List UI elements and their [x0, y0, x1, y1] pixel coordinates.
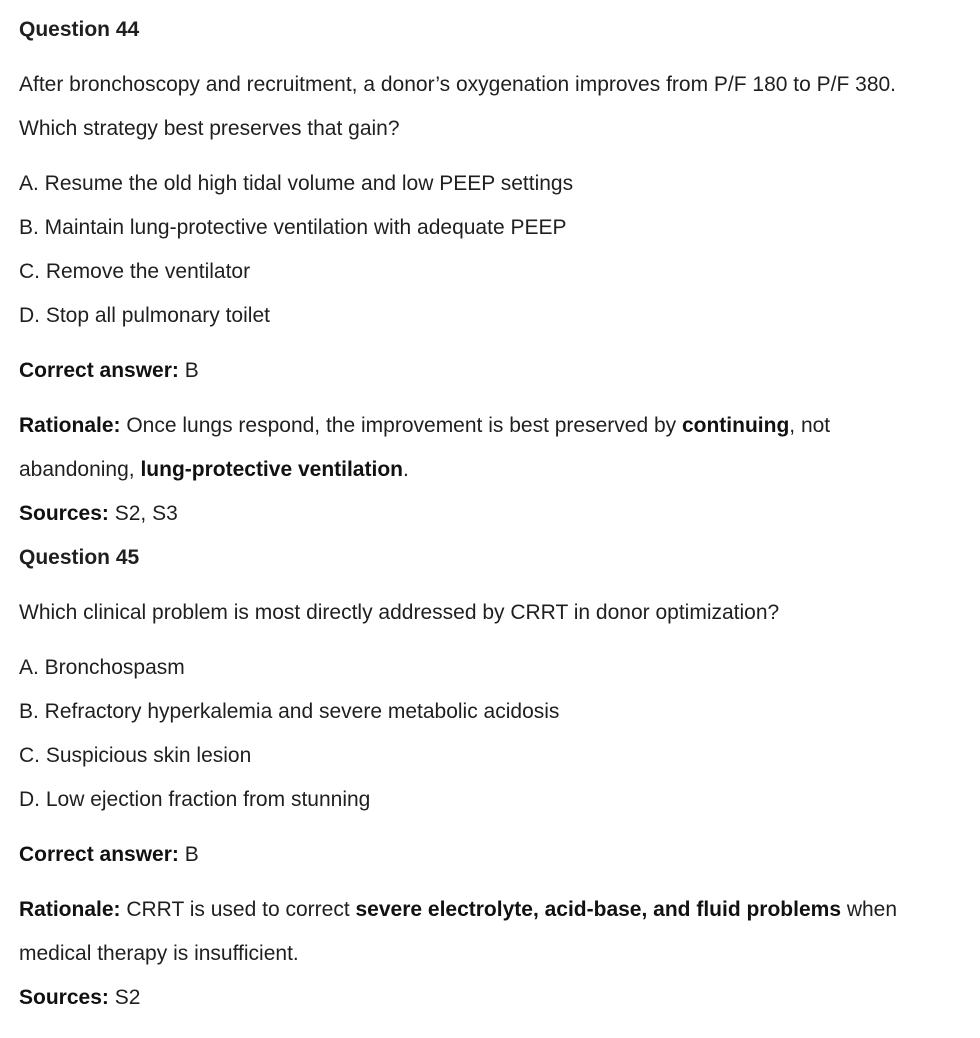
option-c: C. Remove the ventilator — [19, 260, 251, 283]
rationale-label: Rationale: — [19, 414, 121, 437]
option-a: A. Resume the old high tidal volume and low PEEP settings — [19, 172, 574, 195]
question-title: Question 45 — [19, 546, 140, 569]
sources — [19, 492, 959, 536]
option-d: D. Low ejection fraction from stunning — [19, 788, 371, 811]
question-block-44 — [19, 8, 959, 536]
sources-value: S2 — [114, 986, 141, 1009]
sources-value: S2, S3 — [114, 502, 178, 525]
correct-answer — [19, 349, 959, 393]
sources-label: Sources: — [19, 502, 109, 525]
option-b: B. Refractory hyperkalemia and severe metabolic acidosis — [19, 700, 560, 723]
option-b: B. Maintain lung-protective ventilation with adequate PEEP — [19, 216, 567, 239]
question-stem: After bronchoscopy and recruitment, a donor’s oxygenation improves from P/F 180 to P/F 380. Which strategy best preserves that gain? — [19, 73, 897, 140]
rationale — [19, 404, 939, 492]
correct-answer-label: Correct answer: — [19, 359, 179, 382]
rationale — [19, 888, 939, 976]
question-title: Question 44 — [19, 18, 140, 41]
option-c: C. Suspicious skin lesion — [19, 744, 252, 767]
question-stem: Which clinical problem is most directly addressed by CRRT in donor optimization? — [19, 601, 780, 624]
question-block-45 — [19, 536, 959, 1020]
rationale-bold-1: continuing — [681, 414, 790, 437]
rationale-bold-2: lung-protective ventilation — [140, 458, 403, 481]
correct-answer-value: B — [184, 843, 199, 866]
rationale-text-3: . — [402, 458, 409, 481]
correct-answer-label: Correct answer: — [19, 843, 179, 866]
rationale-label: Rationale: — [19, 898, 121, 921]
rationale-text-1: CRRT is used to correct — [120, 898, 356, 921]
answer-options — [19, 646, 959, 822]
option-a: A. Bronchospasm — [19, 656, 185, 679]
sources-label: Sources: — [19, 986, 109, 1009]
correct-answer — [19, 833, 959, 877]
rationale-text-2: , not abandoning, — [19, 414, 831, 481]
sources — [19, 976, 959, 1020]
option-d: D. Stop all pulmonary toilet — [19, 304, 270, 327]
rationale-bold-1: severe electrolyte, acid-base, and fluid problems — [355, 898, 841, 921]
rationale-text-2: when medical therapy is insufficient. — [19, 898, 898, 965]
rationale-text-1: Once lungs respond, the improvement is best preserved by — [120, 414, 682, 437]
answer-options — [19, 162, 959, 338]
correct-answer-value: B — [184, 359, 199, 382]
